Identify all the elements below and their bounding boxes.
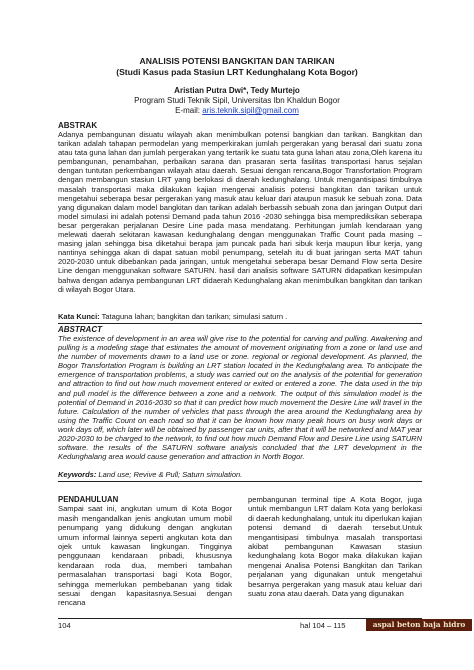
intro-right-text: pembangunan terminal tipe A Kota Bogor, juga untuk membangun LRT dalam Kota yang berlokasi di daerah kedunghalang, untuk itu diperlukan kajian potensi demand di daerah tersebut.Untuk mengantisipasi timbulnya masalah transportasi akibat pembangunan Kawasan stasiun kedunghalang kota Bogor maka dilakukan kajian mengenai Analisa Potensi Bangkitan dan Tarikan perjalanan yang digunakan untuk mengetahui besarnya pergerakan yang masuk atau keluar dari suatu zona atau daerah. Data yang digunakan [248,495,422,599]
abstract-keywords-label: Keywords: [58,470,97,479]
intro-left-column [58,495,232,608]
intro-right-column [248,495,422,598]
separator-top [58,323,422,324]
email-label: E-mail: [175,106,201,115]
abstrak-heading: ABSTRAK [58,121,98,130]
abstract-body: The existence of development in an area will give rise to the potential for carving and pulling. Awakening and pulling is a modeling stage that estimates the amount of movement originating from a zone or land use and the number of movements drawn to a land use or zone. regional or regional development. As planned, the Bogor Transfortation Program is building an LRT station located in the Kedunghalang area. To anticipate the emergence of transportation problems, a study was carried out on the analysis of the potential for generation and attraction to find out how much movement entered or exited or entered a zone. The data used in the trip and pull model is the difference between a zone and a network. The output of this simulation model is the potential of Demand in 2016-2030 so that it can predict how much movement the Desire Line will travel in the future. Calculation of the number of vehicles that pass through the area around the Kedunghalang area by using the Traffic Count on each road so that it can be known how many peak hours on busy work days or work days off, which later will be obtained by passenger car units, after that it will be networked and MAT year 2020-2030 to be charged to the network, to find out how much Demand Flow and Desire Line using SATURN software. the results of the SATURN software analysis concluded that the LRT development in the Kedunghalang area would cause generation and attraction in North Bogor. [58,334,422,462]
intro-left-text: Sampai saat ini, angkutan umum di Kota Bogor masih mengandalkan jenis angkutan umum mobil penumpang yang didukung dengan angkutan umum informal lainnya seperti angkutan kota dan ojek untuk kawasan lingkungan. Tingginya penggunaan kendaraan pribadi, khususnya kendaraan roda dua, memberi tambahan permasalahan transportasi bagi Kota Bogor, sehingga memerlukan pembebanan yang tidak sesuai dengan kapasitasnya.Sesuai dengan rencana [58,504,232,608]
abstrak-keywords-label: Kata Kunci: [58,312,100,321]
affiliation: Program Studi Teknik Sipil, Universitas Ibn Khaldun Bogor [134,96,340,105]
paper-title: ANALISIS POTENSI BANGKITAN DAN TARIKAN [139,56,335,66]
email-line [0,106,474,116]
abstrak-keywords-text: Tataguna lahan; bangkitan dan tarikan; simulasi saturn . [99,312,288,321]
author-block [0,86,474,116]
abstract-keywords-text: Land use; Revive & Pull; Saturn simulation. [96,470,243,479]
paper-subtitle: (Studi Kasus pada Stasiun LRT Kedunghalang Kota Bogor) [116,67,358,77]
abstrak-keywords [58,312,422,321]
author-names: Aristian Putra Dwi*, Tedy Murtejo [174,86,300,95]
abstract-keywords [58,470,422,479]
pendahuluan-heading: PENDAHULUAN [58,495,119,504]
page-number: 104 [58,621,71,630]
abstrak-body: Adanya pembangunan disuatu wilayah akan menimbulkan potensi bangkian dan tarikan. Bangkitan dan tarikan adalah tahapan permodelan yang memperkirakan jumlah pergerakan yang berasal dari suatu zona atau tata guna lahan dan jumlah pergerakan yang tertarik ke suatu tata guna lahan atau zona,Oleh karena itu pembangunan, penambahan, perbaikan sarana dan prasaran serta fasilitas transportasi harus sejalan dengan tuntutan perkembangan wilayah atau daerah. Sesuai dengan rencana,Bogor Transfortation Program dengan membangun stasiun LRT yang berlokasi di daerah kedunghalang. Untuk mengantisipasi timbulnya masalah transportasi maka dilakukan kajian mengenai analisis potensi bangkitan dan tarikan untuk mengetahui seberapa besar pergerakan yang masuk atau keluar dari ataupun masuk ke sebuah zona. Data yang digunakan dalam model bangkitan dan tarikan adalah berbassih sebuah zona dan jaringan Output dari model simulasi ini adalah potensi Demand pada tahun 2016 -2030 sehingga bisa memprediksikan seberapa besar pergerakan perjalanan Desire Line pada masa mendatang. Perhitungan jumlah kendaraan yang melewati daerah sekitaran kawasan kedunghalang dengan menggunakan Traffic Count pada masing – masing jalan sehingga bisa diketahui berapa jam puncak pada hari sibuk kerja maupun libur kerja, yang nantinya sehingga akan di dapat satuan mobil penumpang, setelah itu di buat jaringan serta MAT tahun 2020-2030 untuk dibebankan pada jaringan, untuk mengetahui seberapa besar Demand Flow serta Desire Line dengan menggunakan software SATURN. hasil dari analisis software SATURN didapatkan kesimpulan bahwa dengan adanya pembangunan LRT didaerah Kedunghalang akan menimbulkan bangkitan dan tarikan di wilayah Bogor Utara. [58,130,422,294]
email-link[interactable]: aris.teknik.sipil@gmail.com [202,106,299,115]
journal-badge: aspal beton baja hidro [366,619,472,631]
page-range: hal 104 – 115 [300,621,346,630]
separator-bottom [58,481,422,482]
abstract-heading: ABSTRACT [58,325,102,334]
